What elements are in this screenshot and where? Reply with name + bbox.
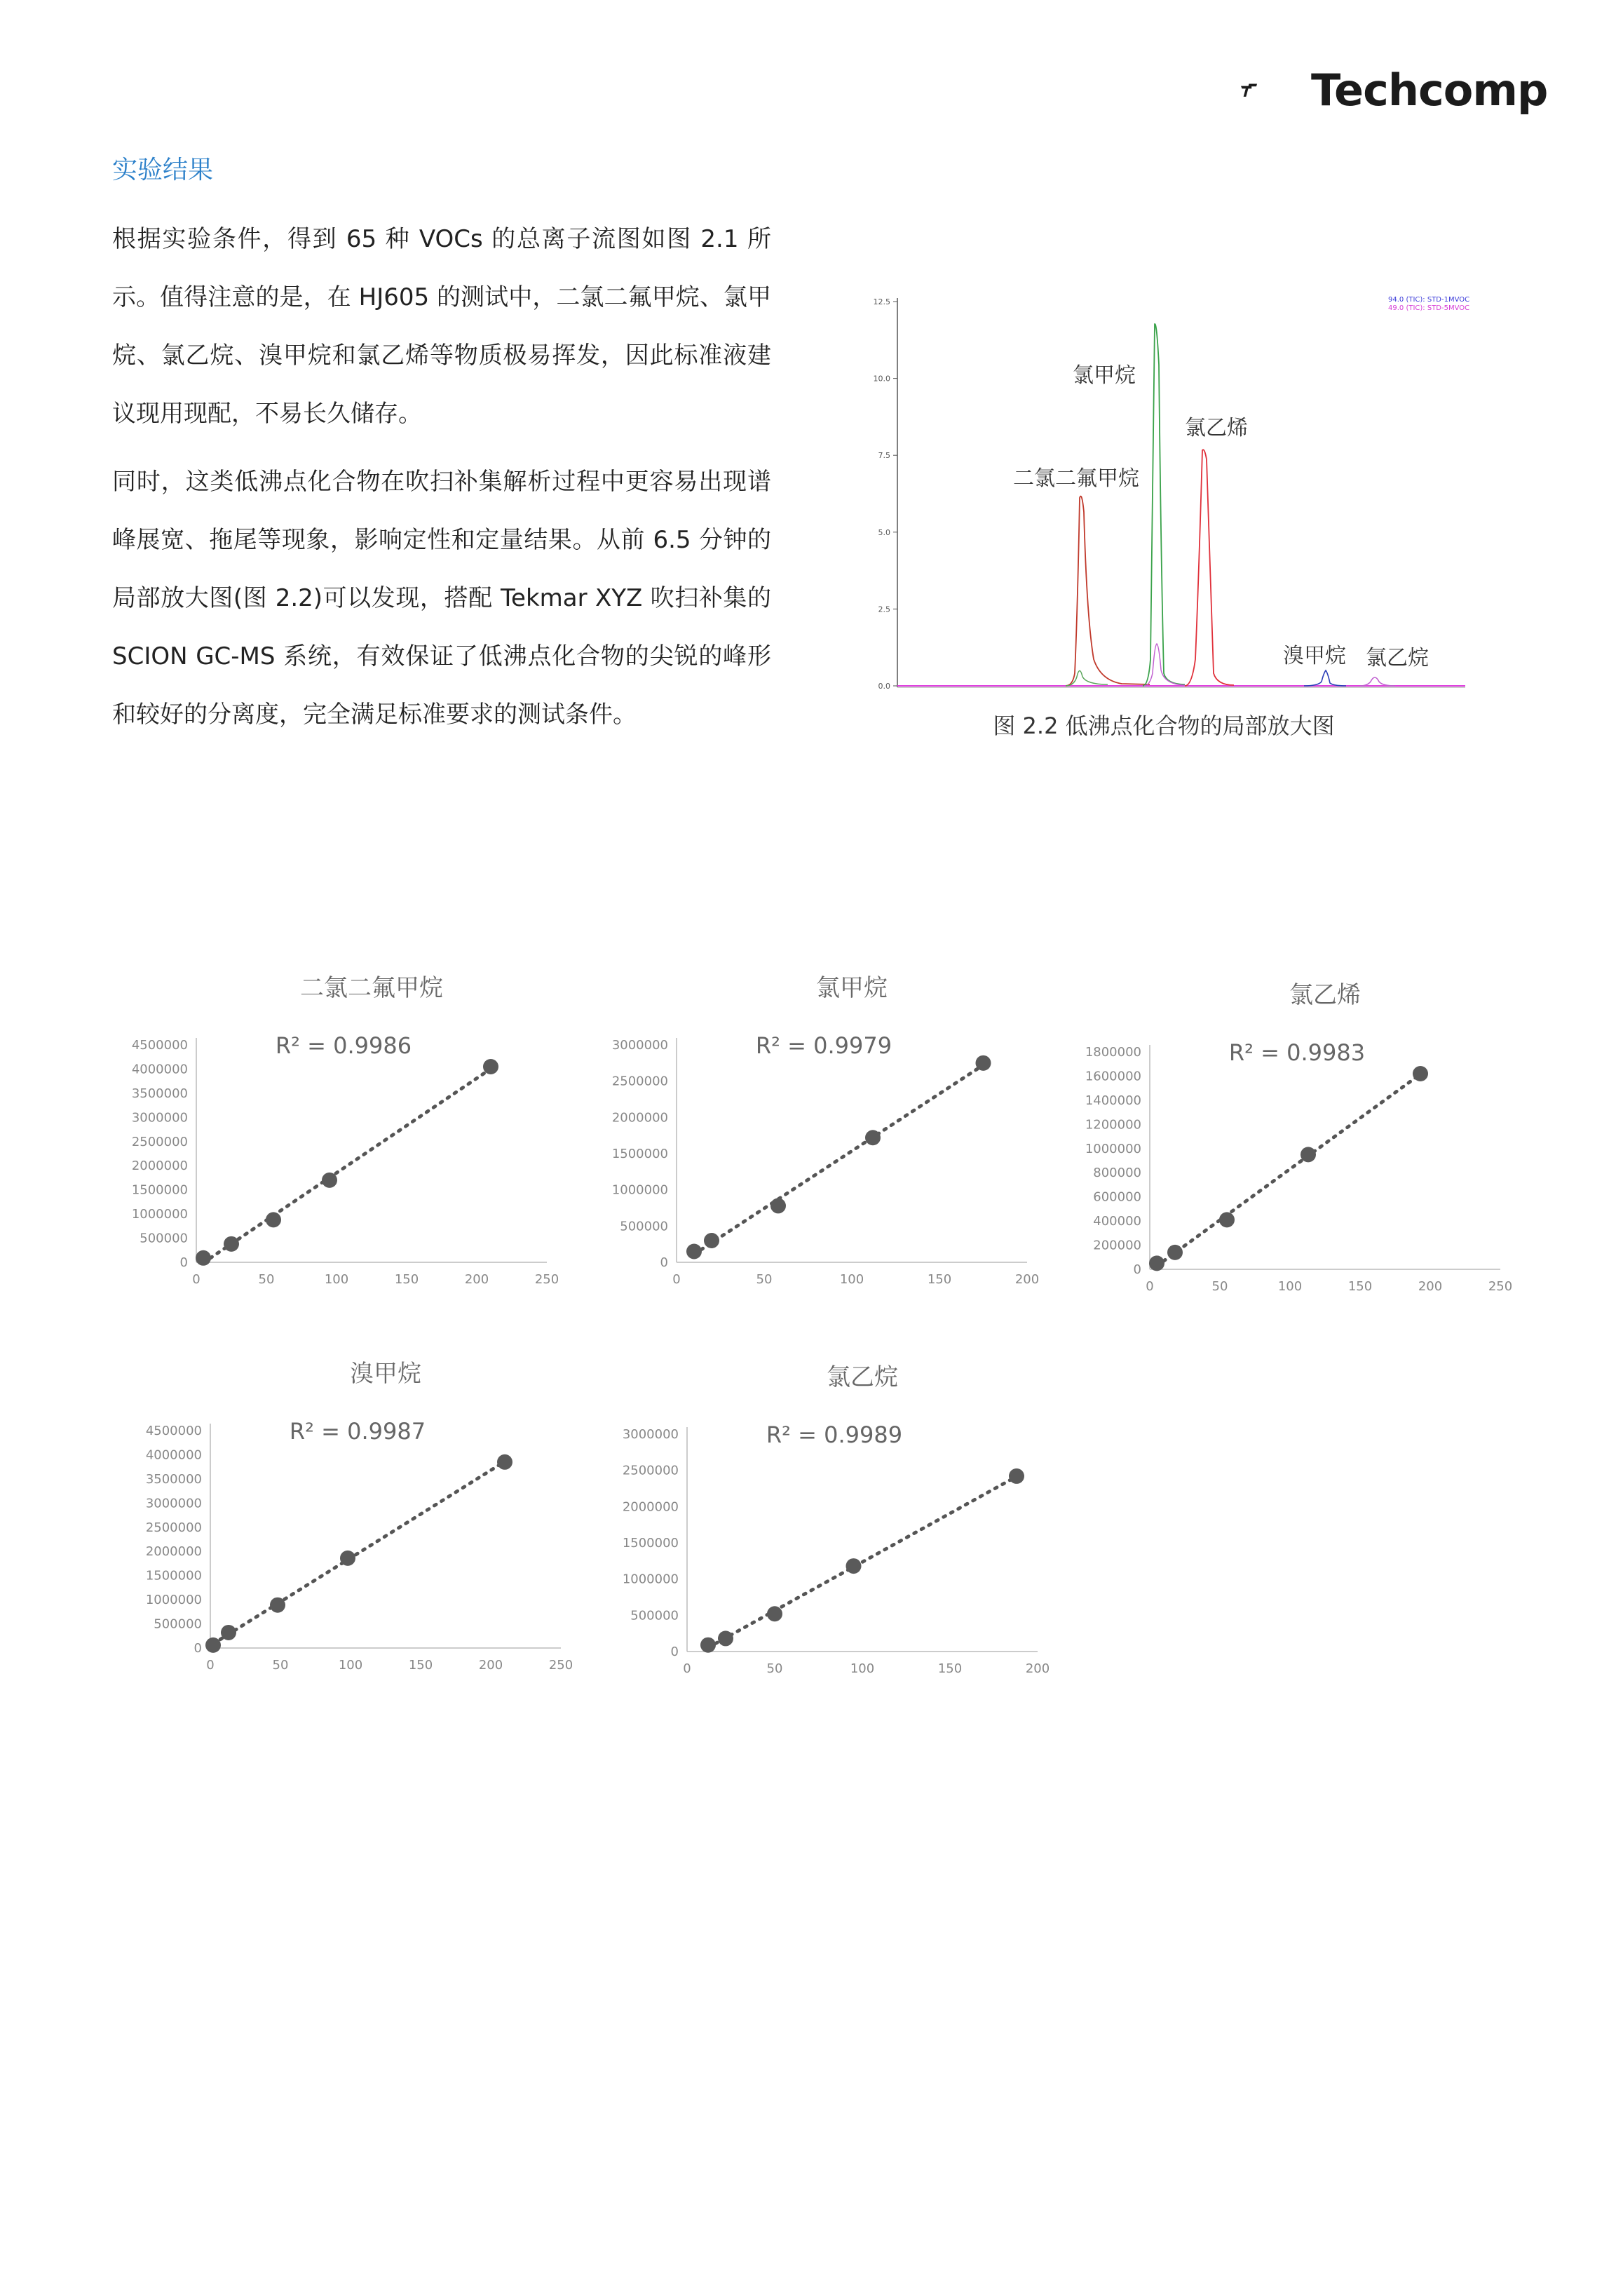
x-tick-label: 50 <box>258 1272 275 1287</box>
y-tick-label: 0 <box>193 1641 202 1656</box>
data-point <box>846 1558 862 1574</box>
data-point <box>205 1637 221 1653</box>
data-point <box>1149 1255 1164 1271</box>
peak-chloroethane <box>1360 677 1395 686</box>
y-tick-label: 2500000 <box>611 1074 668 1089</box>
peak-vinyl-chloride <box>1185 450 1234 686</box>
peak-chloromethane <box>1143 324 1185 686</box>
data-point <box>865 1130 881 1145</box>
chart-title: 二氯二氟甲烷 <box>300 974 443 1002</box>
y-tick-label: 3000000 <box>145 1496 202 1511</box>
y-tick-label: 1200000 <box>1085 1117 1141 1133</box>
calibration-chart-vinyl-chloride <box>1066 975 1514 1311</box>
chart-title: 溴甲烷 <box>350 1360 421 1388</box>
data-point <box>1167 1245 1183 1260</box>
y-tick-label: 1000000 <box>1085 1141 1141 1156</box>
data-point <box>770 1198 786 1213</box>
y-tick-label: 1500000 <box>131 1182 188 1198</box>
r-squared-label: R² = 0.9987 <box>289 1418 426 1445</box>
y-tick-label: 1000000 <box>611 1182 668 1198</box>
data-point <box>767 1606 782 1621</box>
y-tick-label: 1500000 <box>145 1568 202 1583</box>
y-tick-label: 1500000 <box>611 1147 668 1161</box>
y-tick-label: 600000 <box>1093 1189 1141 1205</box>
calibration-chart-chloromethane <box>592 968 1041 1304</box>
y-tick-label: 2000000 <box>622 1499 679 1515</box>
chrom-y-tick-label: 5.0 <box>878 527 890 537</box>
y-tick-label: 200000 <box>1093 1238 1141 1253</box>
data-point <box>221 1625 236 1640</box>
data-point <box>497 1454 512 1470</box>
calibration-svg <box>112 968 561 1304</box>
section-title: 实验结果 <box>112 156 214 184</box>
calibration-chart-chloroethane <box>603 1357 1052 1694</box>
y-tick-label: 2500000 <box>622 1463 679 1478</box>
peak-label-bromomethane: 溴甲烷 <box>1283 644 1346 668</box>
peak-label-vinyl-chloride: 氯乙烯 <box>1185 416 1248 440</box>
x-tick-label: 200 <box>464 1272 489 1287</box>
peak-label-dichlorodifluoromethane: 二氯二氟甲烷 <box>1013 466 1139 491</box>
x-tick-label: 150 <box>1347 1279 1373 1294</box>
peak-bromomethane <box>1304 670 1346 686</box>
brand-name: Techcomp <box>1311 65 1548 116</box>
calibration-chart-dichlorodifluoromethane <box>112 968 561 1304</box>
trendline <box>203 1069 491 1263</box>
x-tick-label: 150 <box>927 1272 952 1287</box>
y-tick-label: 1000000 <box>131 1207 188 1222</box>
y-tick-label: 2000000 <box>145 1544 202 1560</box>
y-tick-label: 2000000 <box>611 1110 668 1126</box>
chrom-y-tick-label: 10.0 <box>873 374 890 384</box>
chart-title: 氯甲烷 <box>816 974 888 1002</box>
y-tick-label: 2000000 <box>131 1159 188 1174</box>
y-tick-label: 1800000 <box>1085 1045 1141 1060</box>
data-point <box>686 1244 702 1260</box>
y-tick-label: 800000 <box>1093 1166 1141 1181</box>
calibration-svg <box>603 1357 1052 1694</box>
trendline <box>708 1476 1017 1647</box>
y-tick-label: 0 <box>179 1255 188 1270</box>
y-tick-label: 400000 <box>1093 1214 1141 1229</box>
x-tick-label: 150 <box>394 1272 419 1287</box>
peak-label-chloromethane: 氯甲烷 <box>1073 363 1136 388</box>
chart-title: 氯乙烷 <box>827 1363 898 1391</box>
x-tick-label: 50 <box>1211 1279 1228 1294</box>
y-tick-label: 3000000 <box>131 1110 188 1126</box>
r-squared-label: R² = 0.9989 <box>766 1422 903 1448</box>
y-tick-label: 1500000 <box>622 1536 679 1551</box>
trendline <box>1157 1074 1420 1266</box>
x-tick-label: 100 <box>338 1658 363 1673</box>
y-tick-label: 0 <box>1133 1262 1141 1277</box>
x-tick-label: 200 <box>1014 1272 1040 1287</box>
x-tick-label: 0 <box>672 1272 681 1287</box>
y-tick-label: 3500000 <box>145 1471 202 1487</box>
data-point <box>266 1212 281 1227</box>
x-tick-label: 100 <box>1277 1279 1303 1294</box>
data-point <box>1413 1066 1428 1081</box>
chrom-y-tick-label: 7.5 <box>878 451 890 461</box>
y-tick-label: 4500000 <box>131 1038 188 1053</box>
y-tick-label: 4000000 <box>145 1447 202 1463</box>
calibration-svg <box>592 968 1041 1304</box>
data-point <box>1301 1147 1316 1162</box>
data-point <box>700 1637 716 1653</box>
r-squared-label: R² = 0.9979 <box>755 1032 892 1059</box>
y-tick-label: 500000 <box>620 1219 668 1234</box>
x-tick-label: 250 <box>534 1272 559 1287</box>
chrom-legend-1: 94.0 (TIC): STD-1MVOC <box>1388 296 1470 304</box>
chart-title: 氯乙烯 <box>1289 981 1361 1009</box>
x-tick-label: 50 <box>272 1658 289 1673</box>
y-tick-label: 4000000 <box>131 1062 188 1077</box>
paragraph-intro: 根据实验条件，得到 65 种 VOCs 的总离子流图如图 2.1 所示。值得注意的是，在 HJ605 的测试中，二氯二氟甲烷、氯甲烷、氯乙烷、溴甲烷和氯乙烯等物质极易挥发，因此标准液建议现用现配，不易长久储存。 <box>112 225 771 428</box>
peak-dichlorodifluoromethane <box>1066 497 1150 687</box>
x-tick-label: 250 <box>548 1658 573 1673</box>
y-tick-label: 4500000 <box>145 1424 202 1438</box>
data-point <box>340 1551 355 1566</box>
trendline <box>213 1461 505 1644</box>
y-tick-label: 1000000 <box>145 1593 202 1608</box>
y-tick-label: 0 <box>670 1645 679 1659</box>
chrom-y-tick-label: 0.0 <box>878 682 890 691</box>
y-tick-label: 1400000 <box>1085 1093 1141 1108</box>
data-point <box>704 1233 719 1248</box>
chromatogram <box>855 281 1472 701</box>
x-tick-label: 0 <box>683 1661 691 1676</box>
x-tick-label: 100 <box>324 1272 349 1287</box>
x-tick-label: 50 <box>756 1272 773 1287</box>
r-squared-label: R² = 0.9983 <box>1228 1039 1366 1066</box>
y-tick-label: 0 <box>660 1255 668 1270</box>
data-point <box>483 1059 498 1074</box>
x-tick-label: 200 <box>1418 1279 1443 1294</box>
data-point <box>196 1250 211 1266</box>
y-tick-label: 500000 <box>630 1608 679 1623</box>
x-tick-label: 100 <box>850 1661 875 1676</box>
chrom-y-tick-label: 12.5 <box>873 297 890 306</box>
chrom-legend-2: 49.0 (TIC): STD-5MVOC <box>1388 304 1470 312</box>
x-tick-label: 100 <box>839 1272 864 1287</box>
x-tick-label: 150 <box>937 1661 963 1676</box>
y-tick-label: 2500000 <box>131 1134 188 1149</box>
data-point <box>270 1598 285 1613</box>
x-tick-label: 150 <box>408 1658 433 1673</box>
calibration-chart-bromomethane <box>126 1353 575 1690</box>
data-point <box>224 1236 239 1252</box>
y-tick-label: 500000 <box>140 1231 188 1246</box>
trendline <box>694 1065 984 1255</box>
paragraph-discussion: 同时，这类低沸点化合物在吹扫补集解析过程中更容易出现谱峰展宽、拖尾等现象，影响定性和定量结果。从前 6.5 分钟的局部放大图(图 2.2)可以发现，搭配 Tekmar XYZ 吹扫补集的 SCION GC-MS 系统，有效保证了低沸点化合物的尖锐的峰形和较好的分离度，完全满足标准要求的测试条件。 <box>112 468 771 729</box>
data-point <box>1219 1212 1235 1227</box>
x-tick-label: 50 <box>766 1661 783 1676</box>
calibration-svg <box>126 1353 575 1690</box>
x-tick-label: 0 <box>206 1658 215 1673</box>
data-point <box>976 1055 991 1071</box>
peak-label-chloroethane: 氯乙烷 <box>1366 646 1429 670</box>
data-point <box>1009 1468 1024 1484</box>
calibration-svg <box>1066 975 1514 1311</box>
x-tick-label: 200 <box>478 1658 503 1673</box>
r-squared-label: R² = 0.9986 <box>275 1032 412 1059</box>
y-tick-label: 2500000 <box>145 1520 202 1535</box>
x-tick-label: 0 <box>1146 1279 1154 1294</box>
y-tick-label: 1000000 <box>622 1572 679 1587</box>
y-tick-label: 500000 <box>154 1616 202 1632</box>
data-point <box>322 1173 337 1188</box>
y-tick-label: 3000000 <box>611 1038 668 1053</box>
x-tick-label: 200 <box>1025 1661 1050 1676</box>
chromatogram-caption: 图 2.2 低沸点化合物的局部放大图 <box>993 713 1335 739</box>
x-tick-label: 250 <box>1488 1279 1513 1294</box>
chrom-y-tick-label: 2.5 <box>878 605 890 614</box>
x-tick-label: 0 <box>192 1272 201 1287</box>
y-tick-label: 3500000 <box>131 1086 188 1101</box>
y-tick-label: 1600000 <box>1085 1069 1141 1084</box>
y-tick-label: 3000000 <box>622 1427 679 1442</box>
data-point <box>718 1630 733 1646</box>
techcomp-logo <box>1241 63 1318 119</box>
